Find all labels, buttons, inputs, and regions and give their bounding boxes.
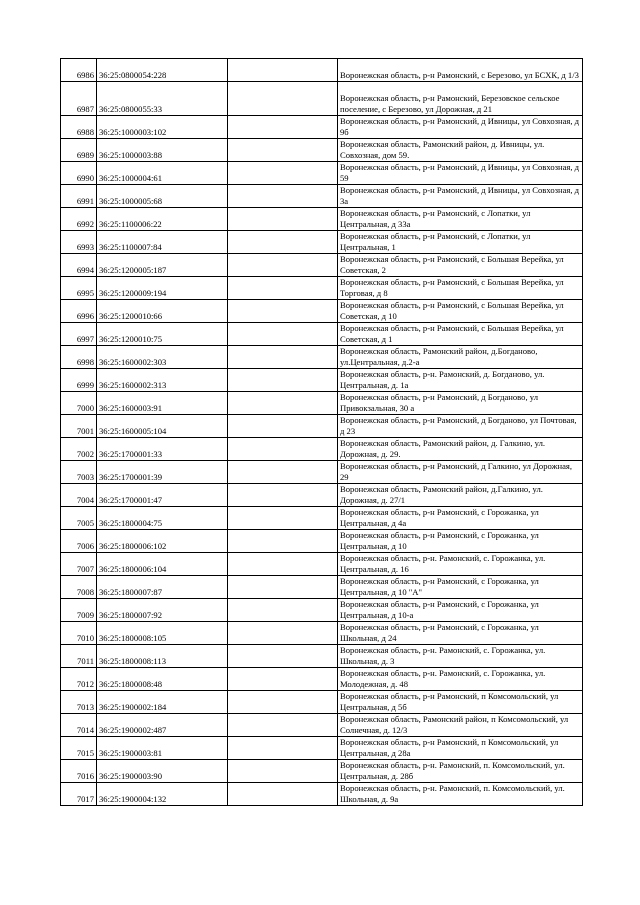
empty-cell — [228, 553, 338, 576]
empty-cell — [228, 300, 338, 323]
cadastral-number-cell: 36:25:1800008:48 — [97, 668, 228, 691]
table-row — [61, 369, 583, 392]
table-row — [61, 783, 583, 806]
cadastral-number-cell: 36:25:1800004:75 — [97, 507, 228, 530]
address-cell: Воронежская область, р-н Рамонский, с Большая Верейка, ул Советская, 2 — [338, 254, 583, 277]
row-number-cell: 7016 — [61, 760, 97, 783]
row-number-cell: 7000 — [61, 392, 97, 415]
cadastral-number-cell: 36:25:1800008:105 — [97, 622, 228, 645]
row-number-cell: 6995 — [61, 277, 97, 300]
table-row — [61, 162, 583, 185]
cadastral-number-cell: 36:25:1600005:104 — [97, 415, 228, 438]
cadastral-number-cell: 36:25:1900002:487 — [97, 714, 228, 737]
address-cell: Воронежская область, р-н Рамонский, с Горожанка, ул Школьная, д 24 — [338, 622, 583, 645]
table-row — [61, 392, 583, 415]
empty-cell — [228, 59, 338, 82]
row-number-cell: 7015 — [61, 737, 97, 760]
empty-cell — [228, 507, 338, 530]
table-row — [61, 415, 583, 438]
table-row — [61, 300, 583, 323]
cadastral-number-cell: 36:25:1700001:39 — [97, 461, 228, 484]
empty-cell — [228, 185, 338, 208]
cadastral-number-cell: 36:25:1100007:84 — [97, 231, 228, 254]
cadastral-number-cell: 36:25:1000004:61 — [97, 162, 228, 185]
table-row — [61, 691, 583, 714]
cadastral-number-cell: 36:25:1800006:102 — [97, 530, 228, 553]
row-number-cell: 6987 — [61, 82, 97, 116]
empty-cell — [228, 737, 338, 760]
row-number-cell: 6992 — [61, 208, 97, 231]
empty-cell — [228, 116, 338, 139]
row-number-cell: 7001 — [61, 415, 97, 438]
address-cell: Воронежская область, р-н Рамонский, д Богданово, ул Почтовая, д 23 — [338, 415, 583, 438]
address-cell: Воронежская область, р-н Рамонский, п Комсомольский, ул Центральная, д 28а — [338, 737, 583, 760]
empty-cell — [228, 645, 338, 668]
table-row — [61, 116, 583, 139]
cadastral-number-cell: 36:25:1600002:303 — [97, 346, 228, 369]
empty-cell — [228, 415, 338, 438]
cadastral-number-cell: 36:25:1900002:184 — [97, 691, 228, 714]
cadastral-number-cell: 36:25:1200010:66 — [97, 300, 228, 323]
table-row — [61, 346, 583, 369]
address-cell: Воронежская область, Рамонский район, д. Ивницы, ул. Совхозная, дом 59. — [338, 139, 583, 162]
row-number-cell: 6991 — [61, 185, 97, 208]
empty-cell — [228, 346, 338, 369]
row-number-cell: 6998 — [61, 346, 97, 369]
cadastral-number-cell: 36:25:0800054:228 — [97, 59, 228, 82]
empty-cell — [228, 231, 338, 254]
cadastral-number-cell: 36:25:1900003:81 — [97, 737, 228, 760]
cadastral-number-cell: 36:25:1600002:313 — [97, 369, 228, 392]
empty-cell — [228, 392, 338, 415]
row-number-cell: 7013 — [61, 691, 97, 714]
row-number-cell: 6994 — [61, 254, 97, 277]
table-row — [61, 254, 583, 277]
table-row — [61, 622, 583, 645]
address-cell: Воронежская область, р-н Рамонский, с Лопатки, ул Центральная, д 33а — [338, 208, 583, 231]
address-cell: Воронежская область, р-н Рамонский, д Ивницы, ул Совхозная, д 59 — [338, 162, 583, 185]
row-number-cell: 7012 — [61, 668, 97, 691]
address-cell: Воронежская область, р-н Рамонский, с Большая Верейка, ул Советская, д 10 — [338, 300, 583, 323]
cadastral-number-cell: 36:25:1700001:33 — [97, 438, 228, 461]
table-row — [61, 438, 583, 461]
table-row — [61, 323, 583, 346]
empty-cell — [228, 139, 338, 162]
address-cell: Воронежская область, р-н. Рамонский, с. Горожанка, ул. Молодежная, д. 48 — [338, 668, 583, 691]
cadastral-number-cell: 36:25:1200010:75 — [97, 323, 228, 346]
table-row — [61, 599, 583, 622]
address-cell: Воронежская область, р-н Рамонский, с Большая Верейка, ул Торговая, д 8 — [338, 277, 583, 300]
table-row — [61, 737, 583, 760]
table-row — [61, 461, 583, 484]
row-number-cell: 7011 — [61, 645, 97, 668]
address-cell: Воронежская область, р-н Рамонский, с Горожанка, ул Центральная, д 10-а — [338, 599, 583, 622]
table-row — [61, 139, 583, 162]
table-row — [61, 668, 583, 691]
address-cell: Воронежская область, р-н Рамонский, п Комсомольский, ул Центральная, д 5б — [338, 691, 583, 714]
row-number-cell: 6989 — [61, 139, 97, 162]
cadastral-number-cell: 36:25:1000005:68 — [97, 185, 228, 208]
cadastral-number-cell: 36:25:1000003:88 — [97, 139, 228, 162]
address-cell: Воронежская область, р-н. Рамонский, с. Горожанка, ул. Центральная, д. 16 — [338, 553, 583, 576]
empty-cell — [228, 277, 338, 300]
row-number-cell: 6988 — [61, 116, 97, 139]
empty-cell — [228, 599, 338, 622]
row-number-cell: 7014 — [61, 714, 97, 737]
empty-cell — [228, 208, 338, 231]
cadastral-number-cell: 36:25:1000003:102 — [97, 116, 228, 139]
empty-cell — [228, 484, 338, 507]
address-cell: Воронежская область, р-н Рамонский, Березовское сельское поселение, с Березово, ул Дорожная, д 21 — [338, 82, 583, 116]
table-row — [61, 645, 583, 668]
empty-cell — [228, 668, 338, 691]
row-number-cell: 7005 — [61, 507, 97, 530]
table-row — [61, 82, 583, 116]
empty-cell — [228, 162, 338, 185]
row-number-cell: 7006 — [61, 530, 97, 553]
cadastral-number-cell: 36:25:1200009:194 — [97, 277, 228, 300]
cadastral-number-cell: 36:25:1600003:91 — [97, 392, 228, 415]
row-number-cell: 7017 — [61, 783, 97, 806]
empty-cell — [228, 369, 338, 392]
empty-cell — [228, 760, 338, 783]
address-cell: Воронежская область, Рамонский район, п Комсомольский, ул Солнечная, д. 12/3 — [338, 714, 583, 737]
empty-cell — [228, 714, 338, 737]
empty-cell — [228, 530, 338, 553]
table-row — [61, 484, 583, 507]
cadastral-number-cell: 36:25:1200005:187 — [97, 254, 228, 277]
address-cell: Воронежская область, р-н Рамонский, с Горожанка, ул Центральная, д 4а — [338, 507, 583, 530]
row-number-cell: 7007 — [61, 553, 97, 576]
empty-cell — [228, 438, 338, 461]
row-number-cell: 6990 — [61, 162, 97, 185]
empty-cell — [228, 82, 338, 116]
cadastral-number-cell: 36:25:1800006:104 — [97, 553, 228, 576]
table-row — [61, 208, 583, 231]
empty-cell — [228, 576, 338, 599]
row-number-cell: 6997 — [61, 323, 97, 346]
row-number-cell: 7002 — [61, 438, 97, 461]
address-cell: Воронежская область, р-н Рамонский, с Горожанка, ул Центральная, д 10 "А" — [338, 576, 583, 599]
address-cell: Воронежская область, Рамонский район, д.Галкино, ул. Дорожная, д. 27/1 — [338, 484, 583, 507]
property-registry-table — [60, 58, 583, 806]
table-row — [61, 277, 583, 300]
empty-cell — [228, 691, 338, 714]
row-number-cell: 7008 — [61, 576, 97, 599]
empty-cell — [228, 461, 338, 484]
empty-cell — [228, 622, 338, 645]
row-number-cell: 7010 — [61, 622, 97, 645]
address-cell: Воронежская область, р-н. Рамонский, п. Комсомольский, ул. Центральная, д. 28б — [338, 760, 583, 783]
row-number-cell: 7009 — [61, 599, 97, 622]
address-cell: Воронежская область, Рамонский район, д.Богданово, ул.Центральная, д.2-а — [338, 346, 583, 369]
address-cell: Воронежская область, р-н Рамонский, с Большая Верейка, ул Советская, д 1 — [338, 323, 583, 346]
table-row — [61, 185, 583, 208]
row-number-cell: 6993 — [61, 231, 97, 254]
address-cell: Воронежская область, р-н. Рамонский, с. Горожанка, ул. Школьная, д. 3 — [338, 645, 583, 668]
registry-table-body — [61, 59, 583, 806]
row-number-cell: 6996 — [61, 300, 97, 323]
table-row — [61, 59, 583, 82]
table-row — [61, 576, 583, 599]
cadastral-number-cell: 36:25:0800055:33 — [97, 82, 228, 116]
address-cell: Воронежская область, Рамонский район, д. Галкино, ул. Дорожная, д. 29. — [338, 438, 583, 461]
cadastral-number-cell: 36:25:1800007:92 — [97, 599, 228, 622]
cadastral-number-cell: 36:25:1900003:90 — [97, 760, 228, 783]
cadastral-number-cell: 36:25:1700001:47 — [97, 484, 228, 507]
address-cell: Воронежская область, р-н Рамонский, с Горожанка, ул Центральная, д 10 — [338, 530, 583, 553]
address-cell: Воронежская область, р-н Рамонский, д Ивницы, ул Совхозная, д 9б — [338, 116, 583, 139]
address-cell: Воронежская область, р-н Рамонский, д Богданово, ул Привокзальная, 30 а — [338, 392, 583, 415]
table-row — [61, 553, 583, 576]
table-row — [61, 760, 583, 783]
row-number-cell: 6999 — [61, 369, 97, 392]
cadastral-number-cell: 36:25:1900004:132 — [97, 783, 228, 806]
row-number-cell: 6986 — [61, 59, 97, 82]
address-cell: Воронежская область, р-н Рамонский, д Ивницы, ул Совхозная, д 3а — [338, 185, 583, 208]
address-cell: Воронежская область, р-н Рамонский, с Березово, ул БСХК, д 1/3 — [338, 59, 583, 82]
cadastral-number-cell: 36:25:1800008:113 — [97, 645, 228, 668]
empty-cell — [228, 254, 338, 277]
table-row — [61, 231, 583, 254]
cadastral-number-cell: 36:25:1100006:22 — [97, 208, 228, 231]
cadastral-number-cell: 36:25:1800007:87 — [97, 576, 228, 599]
address-cell: Воронежская область, р-н Рамонский, с Лопатки, ул Центральная, 1 — [338, 231, 583, 254]
empty-cell — [228, 323, 338, 346]
table-row — [61, 714, 583, 737]
address-cell: Воронежская область, р-н. Рамонский, п. Комсомольский, ул. Школьная, д. 9а — [338, 783, 583, 806]
row-number-cell: 7004 — [61, 484, 97, 507]
address-cell: Воронежская область, р-н Рамонский, д Галкино, ул Дорожная, 29 — [338, 461, 583, 484]
empty-cell — [228, 783, 338, 806]
row-number-cell: 7003 — [61, 461, 97, 484]
table-row — [61, 530, 583, 553]
address-cell: Воронежская область, р-н. Рамонский, д. Богданово, ул. Центральная, д. 1а — [338, 369, 583, 392]
table-row — [61, 507, 583, 530]
